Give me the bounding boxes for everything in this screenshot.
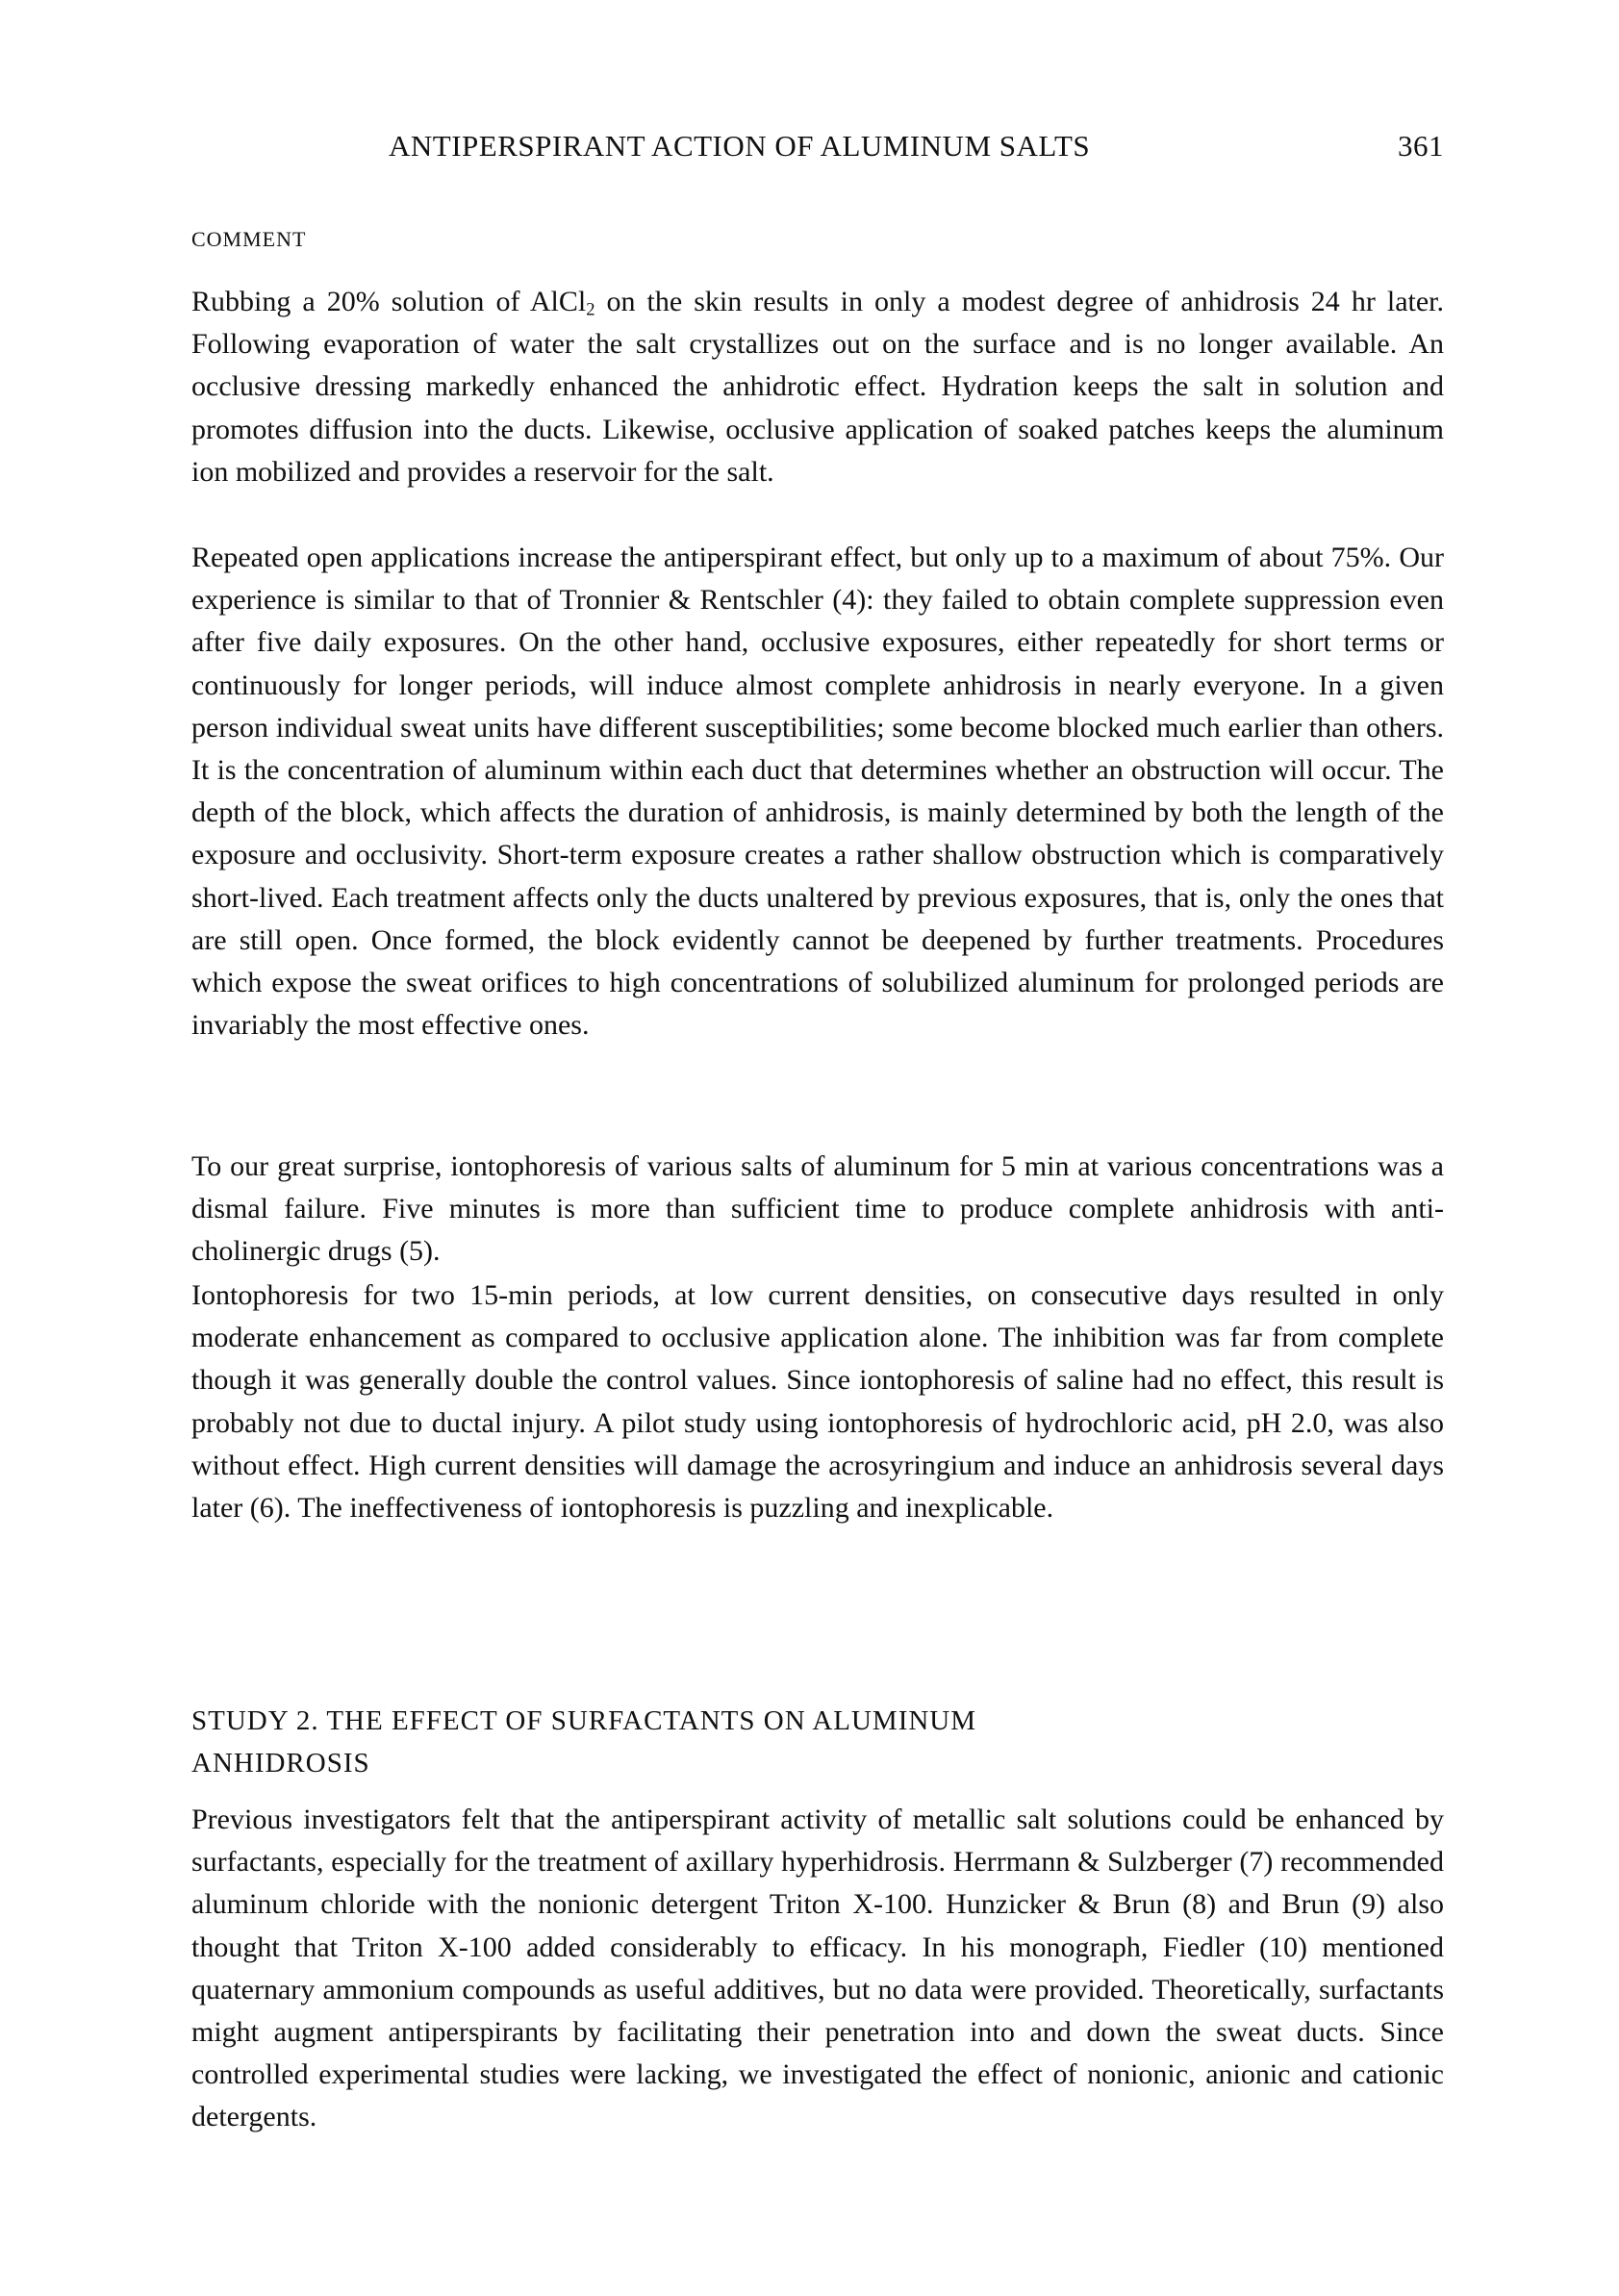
study-2-heading <box>191 1700 1250 1784</box>
running-title: ANTIPERSPIRANT ACTION OF ALUMINUM SALTS <box>389 129 1091 163</box>
formula-subscript: 2 <box>586 299 595 320</box>
comment-paragraph-1 <box>191 281 1444 493</box>
comment-section-label: COMMENT <box>191 227 307 251</box>
study-2-paragraph-1: Previous investigators felt that the antiperspirant activity of metallic salt solutions could be enhanced by surfactants, especially for the treatment of axillary hyperhidrosis. Herrmann & Sulzberger (7) recommended aluminum chloride with the nonionic detergent Triton X-100. Hunzicker & Brun (8) and Brun (9) also thought that Triton X-100 added considerably to efficacy. In his monograph, Fiedler (10) mentioned quaternary ammonium compounds as useful additives, but no data were provided. Theoretically, surfactants might augment antiperspirants by facilitating their penetration into and down the sweat ducts. Since controlled experimental studies were lacking, we investigated the effect of nonionic, anionic and cationic detergents. <box>191 1804 1444 2133</box>
study-2-heading-line-1: STUDY 2. THE EFFECT OF SURFACTANTS ON ALUMINUM <box>191 1705 977 1736</box>
paragraph-text-before-formula: Rubbing a 20% solution of AlCl <box>191 286 587 317</box>
paragraph-text-after-formula: on the skin results in only a modest degree of anhidrosis 24 hr later. Following evaporation of water the salt crystallizes out on the surface and is no longer available. An occlusive dressing markedly enhanced the anhidrotic effect. Hydration keeps the salt in solution and promotes diffusion into the ducts. Likewise, occlusive application of soaked patches keeps the aluminum ion mobilized and provides a reservoir for the salt. <box>191 286 1444 488</box>
comment-paragraph-2: Repeated open applications increase the antiperspirant effect, but only up to a maximum of about 75%. Our experience is similar to that of Tronnier & Rentschler (4): they failed to obtain complete suppression even after five daily exposures. On the other hand, occlusive exposures, either repeatedly for short terms or continuously for longer periods, will induce almost complete anhidrosis in nearly everyone. In a given person individual sweat units have different susceptibilities; some become blocked much earlier than others. It is the concentration of aluminum within each duct that determines whether an obstruction will occur. The depth of the block, which affects the duration of anhidrosis, is mainly determined by both the length of the exposure and occlusivity. Short-term exposure creates a rather shallow obstruction which is comparatively short-lived. Each treatment affects only the ducts unaltered by previous exposures, that is, only the ones that are still open. Once formed, the block evidently cannot be deepened by further treatments. Procedures which expose the sweat orifices to high concentrations of solubilized aluminum for prolonged periods are invariably the most effective ones. <box>191 542 1444 1042</box>
page-number: 361 <box>1398 129 1444 163</box>
study-2-heading-line-2: ANHIDROSIS <box>191 1748 370 1779</box>
running-header <box>191 129 1444 167</box>
comment-paragraph-3: To our great surprise, iontophoresis of various salts of aluminum for 5 min at various concentrations was a dismal failure. Five minutes is more than sufficient time to produce complete anhidrosis with anti-cholinergic drugs (5). <box>191 1150 1444 1268</box>
comment-paragraph-4: Iontophoresis for two 15-min periods, at low current densities, on consecutive days resulted in only moderate enhancement as compared to occlusive application alone. The inhibition was far from complete though it was generally double the control values. Since iontophoresis of saline had no effect, this result is probably not due to ductal injury. A pilot study using iontophoresis of hydrochloric acid, pH 2.0, was also without effect. High current densities will damage the acrosyringium and induce an anhidrosis several days later (6). The ineffectiveness of iontophoresis is puzzling and inexplicable. <box>191 1279 1444 1525</box>
